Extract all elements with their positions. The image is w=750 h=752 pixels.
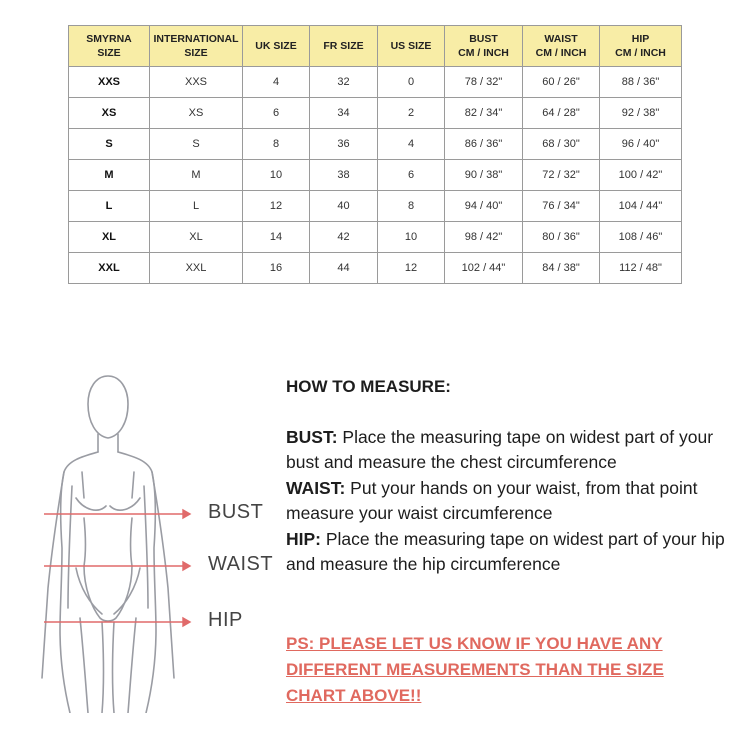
table-cell: 34 [310,98,378,129]
column-header-line: US SIZE [390,40,432,52]
table-row [69,222,682,253]
hip-term: HIP: [286,528,321,549]
table-cell: 8 [378,191,445,222]
column-header [600,26,682,67]
bust-instruction [286,425,726,476]
table-body [69,67,682,284]
table-cell: M [150,160,243,191]
bust-term: BUST: [286,426,338,447]
size-chart-table [68,25,682,284]
table-cell: XXL [69,253,150,284]
table-cell: M [69,160,150,191]
table-cell: 82 / 34" [445,98,523,129]
table-cell: 38 [310,160,378,191]
table-cell: XXS [69,67,150,98]
table-cell: 60 / 26" [523,67,600,98]
table-cell: XXL [150,253,243,284]
table-row [69,67,682,98]
table-cell: 44 [310,253,378,284]
table-cell: 4 [243,67,310,98]
table-row [69,129,682,160]
column-header-line: SIZE [184,47,208,59]
table-cell: 6 [243,98,310,129]
body-outline-illustration [40,368,280,713]
table-cell: S [69,129,150,160]
table-cell: 98 / 42" [445,222,523,253]
column-header-line: BUST [469,33,498,45]
table-row [69,160,682,191]
table-cell: 68 / 30" [523,129,600,160]
table-cell: 14 [243,222,310,253]
table-cell: 86 / 36" [445,129,523,160]
ps-line: CHART ABOVE!! [286,686,422,705]
table-cell: XL [150,222,243,253]
table-cell: 108 / 46" [600,222,682,253]
column-header-line: SMYRNA [86,33,132,45]
table-row [69,98,682,129]
table-cell: 92 / 38" [600,98,682,129]
table-cell: 88 / 36" [600,67,682,98]
column-header-line: UK SIZE [255,40,297,52]
body-measurement-figure [40,368,280,713]
table-cell: 76 / 34" [523,191,600,222]
ps-note [286,631,726,709]
table-cell: 2 [378,98,445,129]
hip-label: HIP [208,609,243,631]
column-header-line: HIP [631,33,650,45]
column-header [445,26,523,67]
table-cell: 80 / 36" [523,222,600,253]
table-cell: 64 / 28" [523,98,600,129]
waist-label: WAIST [208,553,274,575]
table-cell: 36 [310,129,378,160]
how-to-measure-section [286,374,726,578]
table-cell: 40 [310,191,378,222]
table-cell: 10 [378,222,445,253]
ps-line: DIFFERENT MEASUREMENTS THAN THE SIZE [286,660,664,679]
table-row [69,191,682,222]
table-cell: 84 / 38" [523,253,600,284]
table-cell: XS [150,98,243,129]
column-header-line: FR SIZE [323,40,364,52]
waist-text: Put your hands on your waist, from that point measure your waist circumference [286,477,698,523]
bust-text: Place the measuring tape on widest part of your bust and measure the chest circumference [286,426,714,472]
waist-instruction [286,476,726,527]
table-cell: 96 / 40" [600,129,682,160]
table-cell: S [150,129,243,160]
hip-instruction [286,527,726,578]
how-to-measure-heading: HOW TO MEASURE: [286,377,451,396]
table-cell: 6 [378,160,445,191]
table-cell: 4 [378,129,445,160]
column-header-line: SIZE [97,47,121,59]
column-header-line: CM / INCH [535,47,587,59]
table-header-row [69,26,682,67]
table-cell: 8 [243,129,310,160]
table-cell: 12 [243,191,310,222]
table-cell: 90 / 38" [445,160,523,191]
table-cell: 72 / 32" [523,160,600,191]
table-cell: L [150,191,243,222]
table-cell: 42 [310,222,378,253]
table-cell: 32 [310,67,378,98]
table-cell: 112 / 48" [600,253,682,284]
column-header-line: INTERNATIONAL [153,33,239,45]
table-cell: 10 [243,160,310,191]
ps-line: PS: PLEASE LET US KNOW IF YOU HAVE ANY [286,634,663,653]
table-cell: 104 / 44" [600,191,682,222]
column-header [69,26,150,67]
column-header-line: WAIST [544,33,578,45]
table-cell: L [69,191,150,222]
bust-label: BUST [208,501,264,523]
table-cell: 100 / 42" [600,160,682,191]
column-header [150,26,243,67]
hip-text: Place the measuring tape on widest part of your hip and measure the hip circumference [286,528,725,574]
table-cell: 12 [378,253,445,284]
column-header [378,26,445,67]
column-header [523,26,600,67]
column-header [310,26,378,67]
column-header-line: CM / INCH [458,47,509,59]
table-row [69,253,682,284]
table-cell: 0 [378,67,445,98]
column-header [243,26,310,67]
table-cell: 94 / 40" [445,191,523,222]
table-cell: XL [69,222,150,253]
column-header-line: CM / INCH [615,47,666,59]
table-cell: XS [69,98,150,129]
waist-term: WAIST: [286,477,346,498]
table-cell: 16 [243,253,310,284]
table-cell: XXS [150,67,243,98]
table-cell: 102 / 44" [445,253,523,284]
table-cell: 78 / 32" [445,67,523,98]
